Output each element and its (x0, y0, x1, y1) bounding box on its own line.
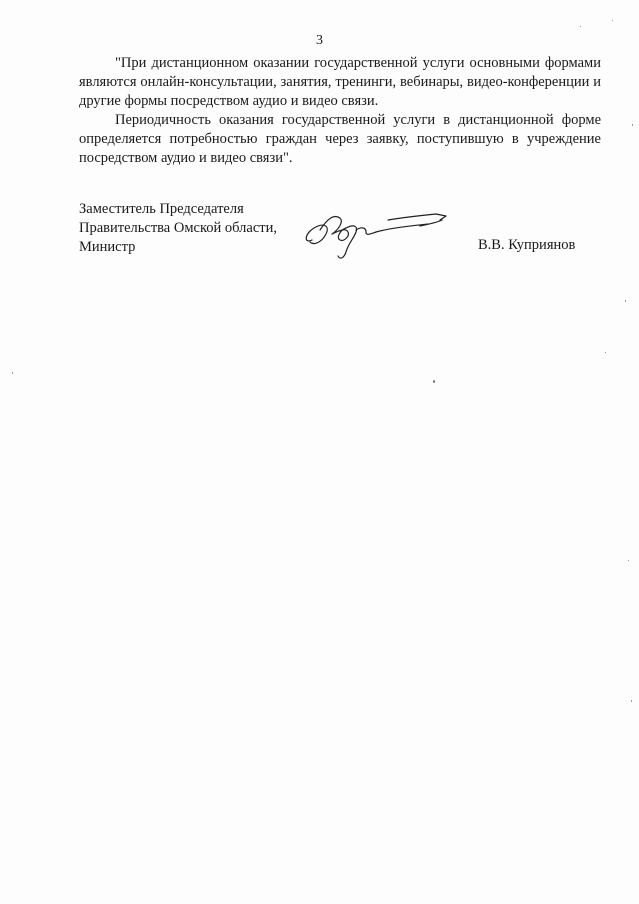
signer-name: В.В. Куприянов (478, 237, 576, 253)
scan-speck (580, 26, 581, 27)
signatory-title-line-2: Правительства Омской области, (79, 220, 277, 236)
paragraph-2: Периодичность оказания государственной услуги в дистанционной форме определяется потребностью граждан через заявку, поступившую в учреждение посредством аудио и видео связи". (79, 112, 601, 166)
scan-speck (433, 380, 435, 383)
scan-speck (605, 352, 606, 353)
scan-speck (625, 300, 626, 302)
document-body (79, 54, 601, 168)
scan-speck (12, 372, 13, 374)
signatory-title-line-1: Заместитель Председателя (79, 201, 244, 217)
scan-speck (631, 700, 632, 702)
page-number: 3 (316, 33, 323, 48)
scan-speck (612, 20, 613, 21)
scan-speck (628, 560, 629, 561)
signatory-title (79, 200, 277, 257)
signatory-title-line-3: Министр (79, 239, 136, 255)
scan-speck (632, 124, 633, 126)
paragraph-1: "При дистанционном оказании государственной услуги основными формами являются онлайн-консультации, занятия, тренинги, вебинары, видео-конференции и другие формы посредством аудио и видео связи. (79, 55, 601, 109)
handwritten-signature (300, 200, 450, 262)
